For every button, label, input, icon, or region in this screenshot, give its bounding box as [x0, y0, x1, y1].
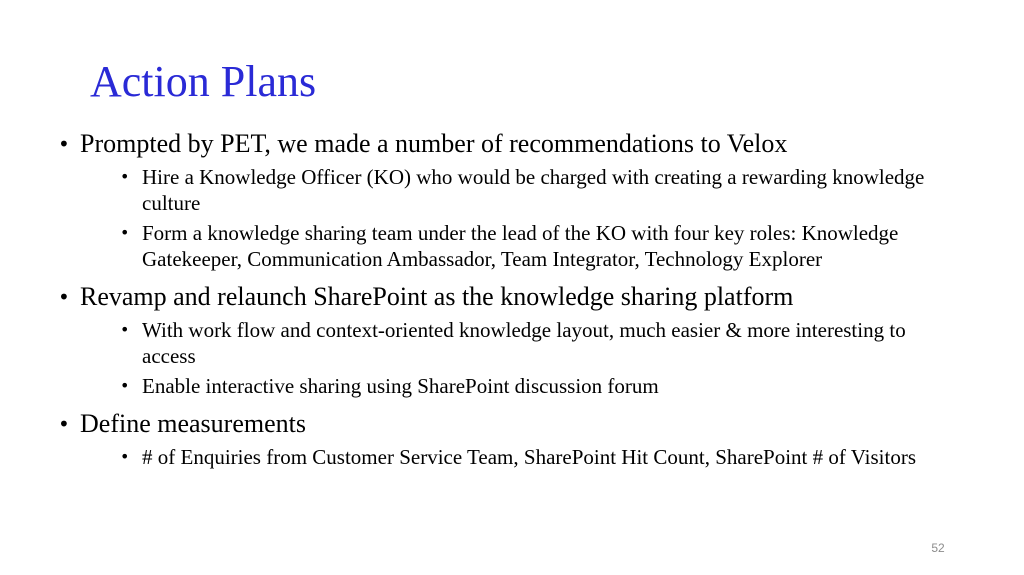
- sub-bullet-item: [80, 444, 958, 470]
- slide-number: 52: [931, 541, 945, 555]
- bullet-dot-icon: •: [58, 132, 70, 156]
- bullet-dot-icon: •: [120, 447, 130, 466]
- slide-title: Action Plans: [90, 57, 317, 106]
- bullet-list: [58, 128, 958, 470]
- sub-bullet-item: [80, 317, 958, 369]
- sub-bullet-item: [80, 373, 958, 399]
- bullet-dot-icon: •: [120, 223, 130, 242]
- bullet-dot-icon: •: [120, 167, 130, 186]
- bullet-item: [58, 281, 958, 399]
- sub-bullet-item: [80, 220, 958, 272]
- sub-bullet-text: Enable interactive sharing using SharePoint discussion forum: [142, 374, 659, 398]
- sub-bullet-text: Hire a Knowledge Officer (KO) who would be charged with creating a rewarding knowledge culture: [142, 165, 925, 215]
- sub-bullet-text: # of Enquiries from Customer Service Team, SharePoint Hit Count, SharePoint # of Visitors: [142, 445, 916, 469]
- bullet-text: Revamp and relaunch SharePoint as the knowledge sharing platform: [80, 282, 794, 311]
- bullet-dot-icon: •: [120, 376, 130, 395]
- sub-bullet-list: [80, 317, 958, 399]
- sub-bullet-text: Form a knowledge sharing team under the lead of the KO with four key roles: Knowledge Gatekeeper, Communication Ambassador, Team Integrator, Technology Explorer: [142, 221, 899, 271]
- sub-bullet-list: [80, 164, 958, 272]
- sub-bullet-text: With work flow and context-oriented knowledge layout, much easier & more interesting to access: [142, 318, 906, 368]
- bullet-dot-icon: •: [120, 320, 130, 339]
- sub-bullet-list: [80, 444, 958, 470]
- bullet-item: [58, 128, 958, 272]
- bullet-text: Define measurements: [80, 409, 306, 438]
- sub-bullet-item: [80, 164, 958, 216]
- bullet-dot-icon: •: [58, 285, 70, 309]
- bullet-item: [58, 408, 958, 470]
- bullet-dot-icon: •: [58, 412, 70, 436]
- bullet-text: Prompted by PET, we made a number of recommendations to Velox: [80, 129, 788, 158]
